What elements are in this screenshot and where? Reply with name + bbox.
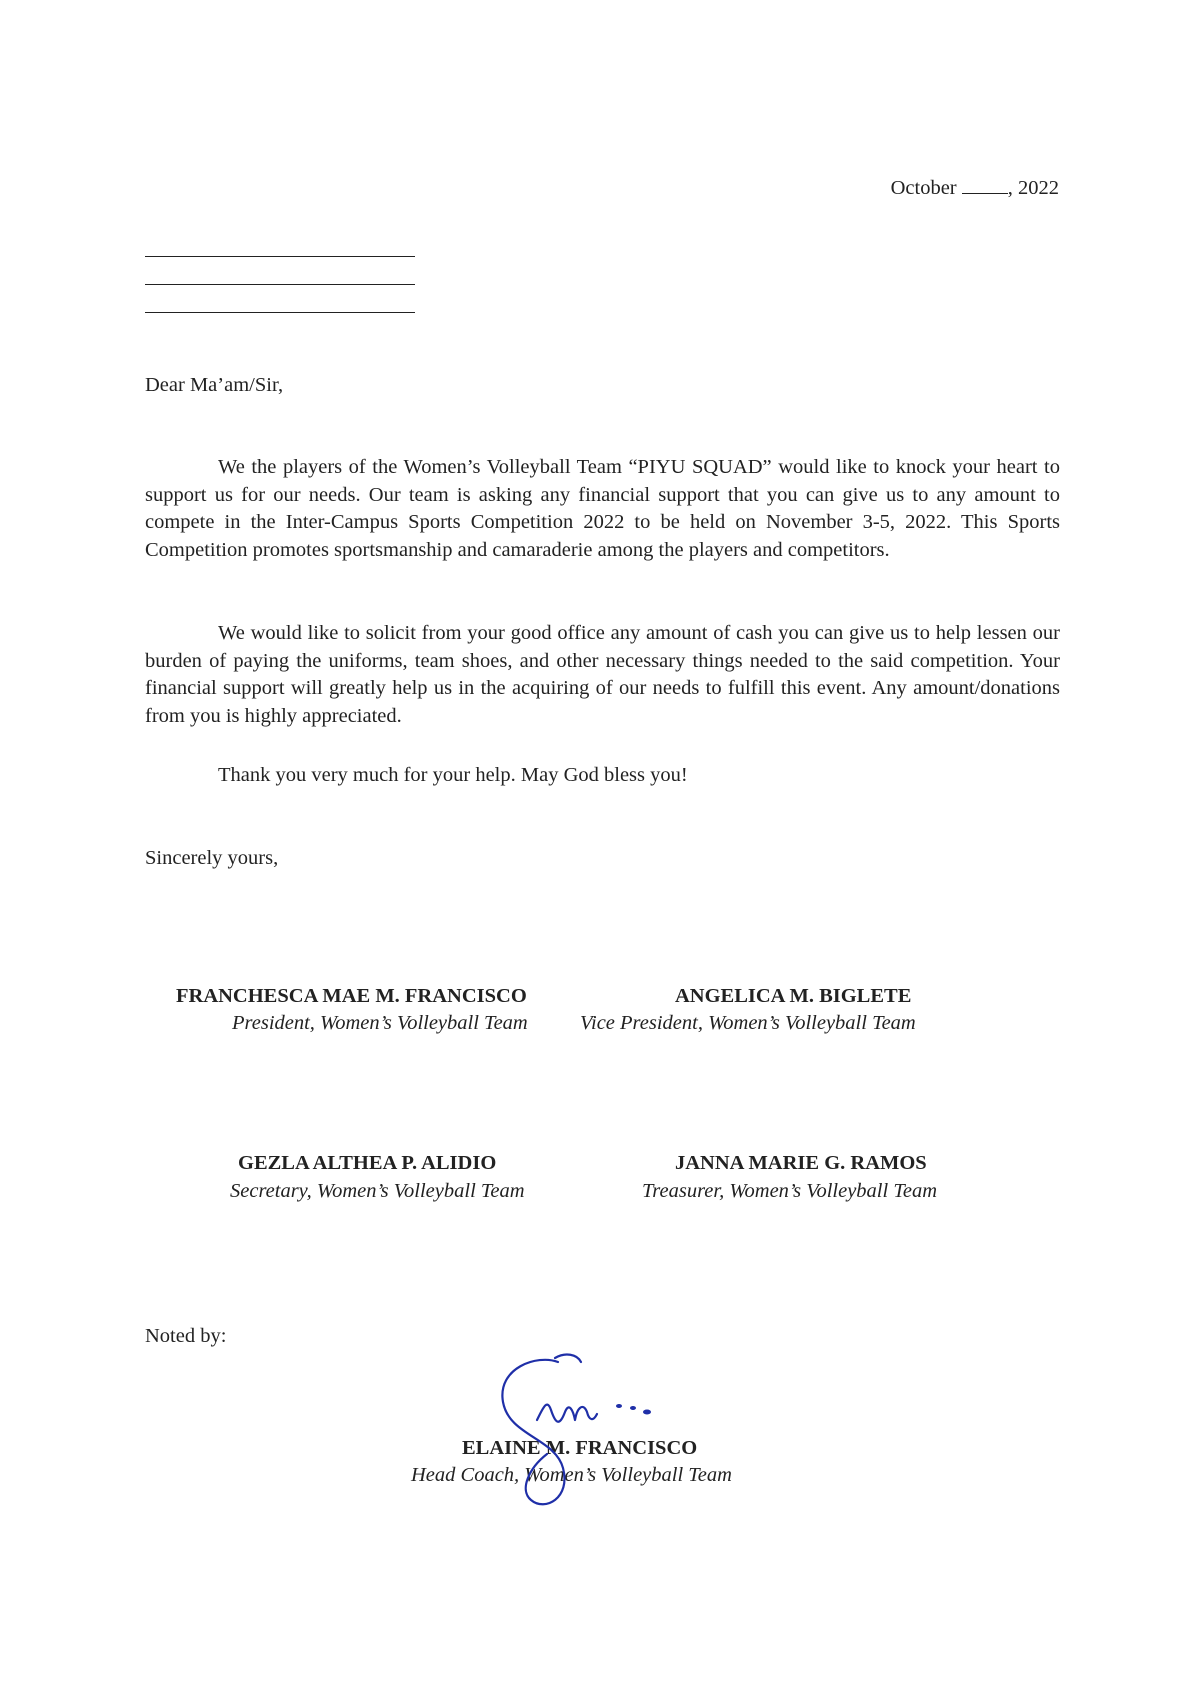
signatory-name-secretary: GEZLA ALTHEA P. ALIDIO [238, 1152, 497, 1174]
recipient-line-3 [145, 312, 415, 313]
recipient-line-1 [145, 256, 415, 257]
closing: Sincerely yours, [145, 847, 279, 869]
noted-by-title: Head Coach, Women’s Volleyball Team [411, 1464, 732, 1486]
signature-dot-1 [616, 1404, 622, 1408]
date-month: October [890, 177, 957, 199]
signatory-title-vice-president: Vice President, Women’s Volleyball Team [580, 1012, 916, 1034]
signatory-title-secretary: Secretary, Women’s Volleyball Team [230, 1180, 525, 1202]
handwritten-signature [485, 1350, 715, 1520]
date-day-blank [962, 175, 1008, 194]
signatory-name-treasurer: JANNA MARIE G. RAMOS [675, 1152, 927, 1174]
signature-stroke-loops [537, 1405, 597, 1422]
noted-by-label: Noted by: [145, 1325, 227, 1347]
signature-dot-2 [630, 1406, 636, 1410]
date-year: , 2022 [1007, 177, 1059, 199]
signatory-name-vice-president: ANGELICA M. BIGLETE [675, 985, 912, 1007]
signatory-title-treasurer: Treasurer, Women’s Volleyball Team [642, 1180, 937, 1202]
signature-stroke-main [502, 1360, 564, 1504]
letter-date [891, 174, 1059, 202]
body-paragraph-2: We would like to solicit from your good office any amount of cash you can give us to help lessen our burden of paying the uniforms, team shoes, and other necessary things needed to the said competition. Your financial support will greatly help us in the acquiring of our needs to fulfill this event. Any amount/donations from you is highly appreciated. [145, 622, 1060, 727]
salutation: Dear Ma’am/Sir, [145, 374, 284, 396]
signature-dot-3 [643, 1410, 651, 1415]
noted-by-name: ELAINE M. FRANCISCO [462, 1437, 698, 1459]
body-paragraph-3: Thank you very much for your help. May God bless you! [218, 764, 688, 786]
signatory-name-president: FRANCHESCA MAE M. FRANCISCO [176, 985, 527, 1007]
signature-stroke-tail [555, 1355, 581, 1362]
signatory-title-president: President, Women’s Volleyball Team [232, 1012, 528, 1034]
body-paragraph-1: We the players of the Women’s Volleyball Team “PIYU SQUAD” would like to knock your heart to support us for our needs. Our team is asking any financial support that you can give us to any amount to compete in the Inter-Campus Sports Competition 2022 to be held on November 3-5, 2022. This Sports Competition promotes sportsmanship and camaraderie among the players and competitors. [145, 456, 1060, 561]
recipient-line-2 [145, 284, 415, 285]
